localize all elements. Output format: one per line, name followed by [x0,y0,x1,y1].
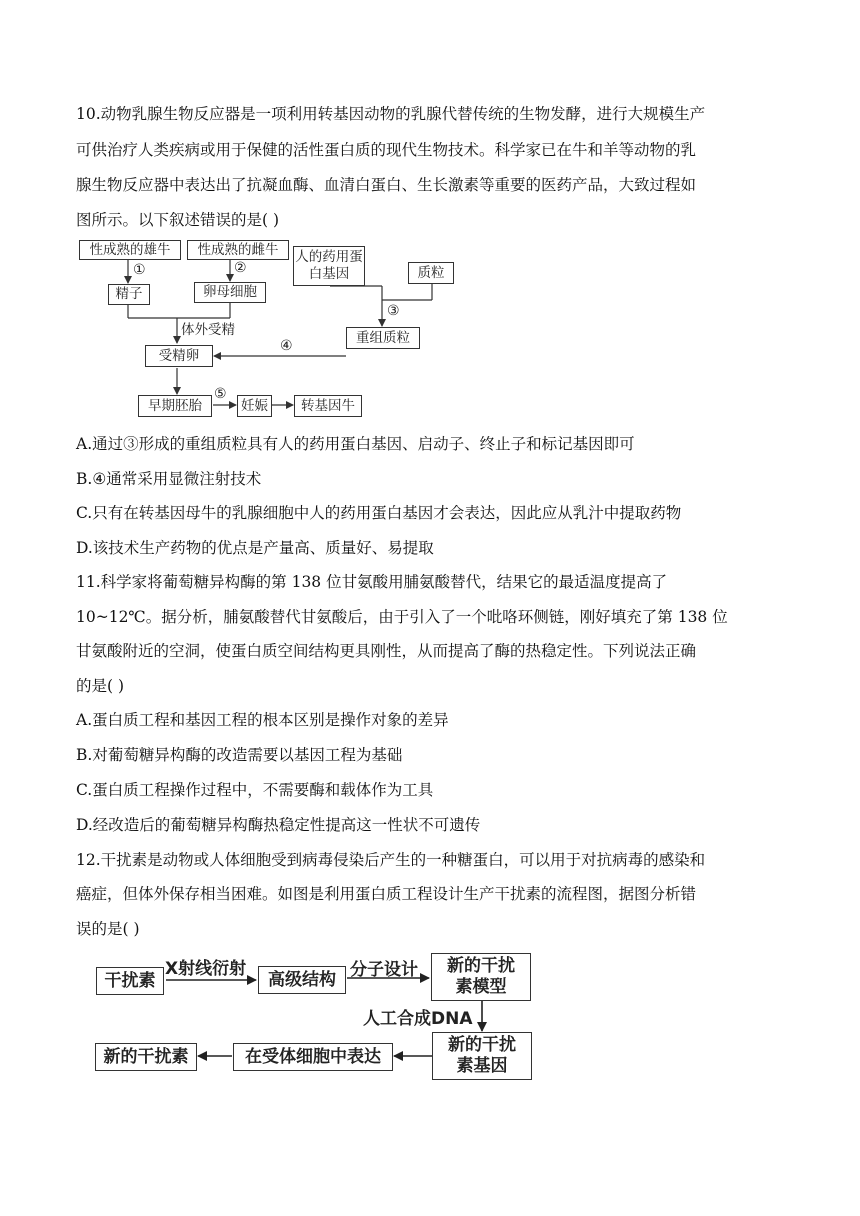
artificial-dna-synthesis-label: 人工合成DNA [363,1009,473,1029]
q11-option-a: A.蛋白质工程和基因工程的根本区别是操作对象的差异 [76,711,449,729]
molecular-design-label: 分子设计 [350,960,418,980]
recombinant-plasmid-box: 重组质粒 [346,327,420,349]
q10-stem-line-1: 10.动物乳腺生物反应器是一项利用转基因动物的乳腺代替传统的生物发酵，进行大规模生产 [76,105,706,123]
q10-stem-line-3: 腺生物反应器中表达出了抗凝血酶、血清白蛋白、生长激素等重要的医药产品，大致过程如 [76,176,697,194]
plasmid-box: 质粒 [408,262,454,284]
q12-stem-line-2: 癌症，但体外保存相当困难。如图是利用蛋白质工程设计生产干扰素的流程图，据图分析错 [76,885,697,903]
step-4-label: ④ [280,338,293,354]
new-interferon-model-box: 新的干扰素模型 [431,953,531,1001]
transgenic-cattle-box: 转基因牛 [294,395,362,417]
step-5-label: ⑤ [214,386,227,402]
q12-stem-line-3: 误的是( ) [76,920,140,938]
oocyte-box: 卵母细胞 [194,282,266,303]
female-cattle-box: 性成熟的雌牛 [187,240,289,260]
in-vitro-fertilization-label: 体外受精 [181,322,235,338]
q10-stem-line-2: 可供治疗人类疾病或用于保健的活性蛋白质的现代生物技术。科学家已在牛和羊等动物的乳 [76,141,697,159]
zygote-box: 受精卵 [145,345,213,367]
interferon-box: 干扰素 [96,967,164,995]
q11-stem-line-2: 10~12℃。据分析，脯氨酸替代甘氨酸后，由于引入了一个吡咯环侧链，刚好填充了第 138 位 [76,608,728,626]
advanced-structure-box: 高级结构 [258,966,346,994]
xray-diffraction-label: X射线衍射 [165,959,247,979]
q11-stem-line-1: 11.科学家将葡萄糖异构酶的第 138 位甘氨酸用脯氨酸替代，结果它的最适温度提高了 [76,573,668,591]
q10-option-c: C.只有在转基因母牛的乳腺细胞中人的药用蛋白基因才会表达，因此应从乳汁中提取药物 [76,504,682,522]
new-interferon-gene-box: 新的干扰素基因 [432,1032,532,1080]
male-cattle-box: 性成熟的雄牛 [79,240,181,260]
step-1-label: ① [133,262,146,278]
q10-stem-line-4: 图所示。以下叙述错误的是( ) [76,211,280,229]
new-interferon-box: 新的干扰素 [95,1043,197,1071]
q12-stem-line-1: 12.干扰素是动物或人体细胞受到病毒侵染后产生的一种糖蛋白，可以用于对抗病毒的感染和 [76,851,706,869]
pregnancy-box: 妊娠 [237,395,272,417]
q11-stem-line-3: 甘氨酸附近的空洞，使蛋白质空间结构更具刚性，从而提高了酶的热稳定性。下列说法正确 [76,642,697,660]
early-embryo-box: 早期胚胎 [138,395,212,417]
q11-option-c: C.蛋白质工程操作过程中，不需要酶和载体作为工具 [76,781,434,799]
q10-option-b: B.④通常采用显微注射技术 [76,470,262,488]
step-3-label: ③ [387,303,400,319]
step-2-label: ② [234,260,247,276]
q11-stem-line-4: 的是( ) [76,677,125,695]
q10-option-d: D.该技术生产药物的优点是产量高、质量好、易提取 [76,539,434,557]
human-gene-box: 人的药用蛋白基因 [293,246,365,286]
express-in-host-box: 在受体细胞中表达 [233,1043,393,1071]
sperm-box: 精子 [108,284,150,305]
q11-option-d: D.经改造后的葡萄糖异构酶热稳定性提高这一性状不可遗传 [76,816,481,834]
q11-option-b: B.对葡萄糖异构酶的改造需要以基因工程为基础 [76,746,403,764]
q10-option-a: A.通过③形成的重组质粒具有人的药用蛋白基因、启动子、终止子和标记基因即可 [76,435,635,453]
